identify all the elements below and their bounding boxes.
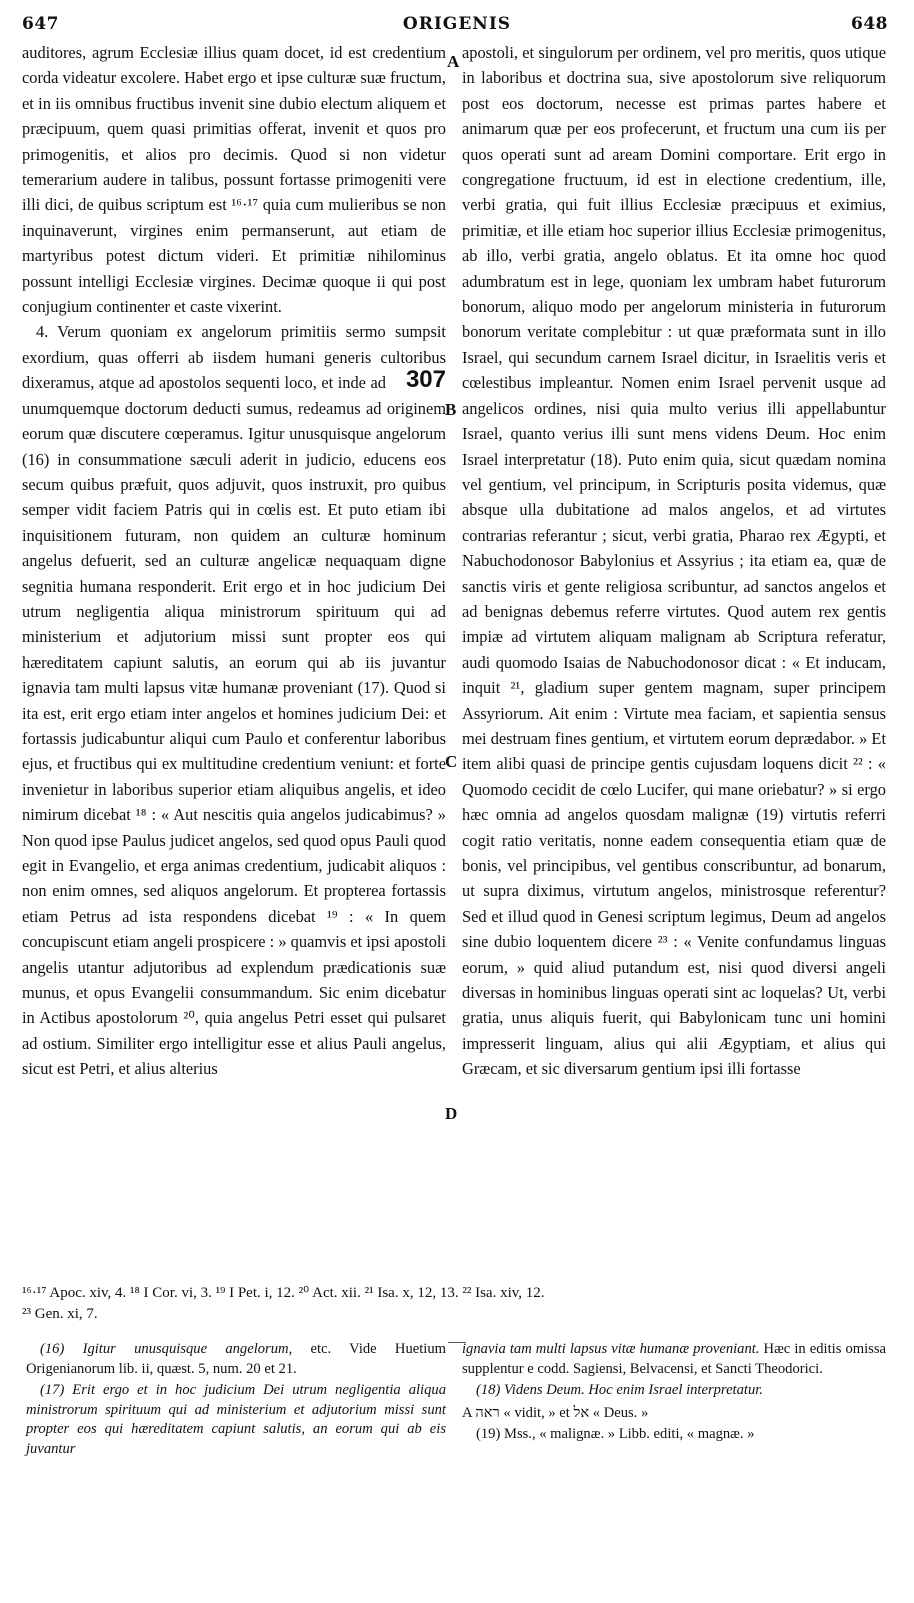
scripture-references [22, 1283, 892, 1325]
footnotes-left-column [26, 1340, 446, 1461]
hebrew-word-el: אל [573, 1403, 590, 1421]
page-header [0, 6, 914, 38]
running-title: ORIGENIS [402, 14, 512, 34]
left-paragraph-2-rest: atque ad apostolos sequenti loco, et inde ad unumquemque doctorum deducti sumus, redeamus ad originem eorum quæ discutere cœperamus. Igitur unusquisque angelorum (16) in consummatione sæculi aderit in judicio, educens eos secum quibus præfuit, quos adjuvit, quos instruxit, pro quibus semper vidit faciem Patris qui in cœlis est. Et puto etiam ibi inquisitionem futuram, non quidem an culturæ hominum angelus defuerit, sed an culturæ angelicæ nequaquam digne segnitia humana responderit. Erit ergo et in hoc judicium Dei utrum negligentia aliqua ministrorum spirituum qui ad ministerium et adjutorium missi sunt propter eos qui hæreditatem capiunt salutis, an eorum qui ab iis juvantur ignavia tam multi lapsus vitæ humanæ proveniant (17). Quod si ita est, erit ergo etiam inter angelos et homines judicium Dei: et fortassis judicabuntur aliqui cum Paulo et conferentur laboribus ejus, et fructibus qui ex multitudine credentium veniunt: et forte invenietur in laboribus superior etiam aliquibus angelis, et ideo nimirum dicebat ¹⁸ : « Aut nescitis quia angelos judicabimus? » Non quod ipse Paulus judicet angelos, sed quod opus Pauli quod egit in Evangelio, et erga animas credentium, judicabit aliquos : non enim omnes, sed aliquos angelorum. Et propterea fortassis etiam Petrus ad ista respondens dicebat ¹⁹ : « In quem concupiscunt etiam angeli prospicere : » quamvis et ipsi apostoli angelis utantur adjutoribus ad explendum prædicationis suæ munus, et opus Evangelii consummandum. Sic enim dicebatur in Actibus apostolorum ²⁰, quia angelus Petri esset qui pulsaret ad ostium. Similiter ergo intelligitur esse et alius Pauli angelus, sicut est Petri, et alius alterius [22, 373, 446, 1079]
footnote-17-lemma: (17) Erit ergo et in hoc judicium Dei utrum negligentia aliqua ministrorum spirituum qui ad ministerium et adjutorium missi sunt propter eos qui hæreditatem capiunt salutis, an eorum qui ab eis juvantur [26, 1382, 446, 1457]
footnote-17-continued [462, 1340, 886, 1379]
margin-marker-b: B [445, 400, 457, 419]
page-number-right: 648 [851, 14, 888, 34]
footnote-18 [462, 1381, 886, 1401]
footnote-18-etymology [462, 1403, 886, 1424]
footnote-18-middle: « vidit, » et [499, 1404, 574, 1421]
margin-marker-c: C [445, 752, 458, 771]
hebrew-word-raah: ראה [475, 1403, 500, 1421]
footnote-17 [26, 1381, 446, 1459]
left-paragraph-2-start: 4. Verum quoniam ex angelorum primitiis sermo sumpsit exordium, quas offerri ab iisdem humani generis cultoribus dixeramus, [22, 322, 446, 393]
right-text-column [462, 40, 886, 1082]
footnote-16-lemma: (16) Igitur unusquisque angelorum, [40, 1341, 293, 1357]
right-paragraph-1: apostoli, et singulorum per ordinem, vel pro meritis, quos utique in laboribus et doctrina sua, sive apostolorum sive reliquorum post eos doctorum, necesse est primas partes habere et animarum quæ per eos profecerunt, et fructum una cum iis per quos operati sunt ad aream Domini comportare. Erit ergo in congregatione fructuum, id est in electione credentium, ille, verbi gratia, qui fuit illius Ecclesiæ præcipuus et eximius, primitiæ, et ille etiam hoc superior illius Ecclesiæ primogenitus, ab illo, verbi gratia, angelo oblatus. Et ita omne hoc quod adumbratum est in lege, quoniam lex umbram habet futurorum bonorum, aliquo modo per angelorum ministeria in futurorum bonorum veritate complebitur : ut quæ præformata sunt in illo Israel, qui secundum carnem Israel dicitur, in Israelitis veris et cœlestibus impleantur. Nomen enim Israel pervenit usque ad angelicos ordines, nisi quia multo verius illi appellabuntur Israel, quanto verius illi sunt mens videns Deum. Hoc enim Israel interpretatur (18). Puto enim quia, sicut quædam nomina vel gentium, vel principum, in Scripturis posita videmus, quæ absque ulla dubitatione ad malos angelos, et ad virtutes contrarias referantur ; sicut, verbi gratia, Pharao rex Ægypti, et Nabuchodonosor Babylonius et Assyrius ; ita etiam ea, quæ de sanctis viris et gente religiosa scribuntur, ad sanctos angelos et ad benignas debemus referre virtutes. Quod autem rex gentis impiæ ad virtutem aliquam malignam ab Scriptura referatur, audi quomodo Isaias de Nabuchodonosor dicat : « Et inducam, inquit ²¹, gladium super gentem magnam, super principem Assyriorum. Ait enim : Virtute mea faciam, et sapientia sensus mei destruam fines gentium, et virtutem eorum deprædabor. » Et item alibi quasi de principe gentis cujusdam loquens dicit ²² : « Quomodo cecidit de cœlo Lucifer, qui mane oriebatur? » si ergo hæc omnia ad angelos quosdam malignæ (19) virtutis referri cogit ratio veritatis, nonne eadem consequentia etiam quæ de bonis, vel principibus, vel gentibus conscribuntur, ad bonarum, ut supra diximus, virtutum angelos, ministrosque referentur? Sed et illud quod in Genesi scriptum legimus, Deum ad angelos sine dubio loquentem dicere ²³ : « Venite confundamus linguas eorum, » quid aliud putandum est, nisi quod diversi angeli diversas in hominibus linguas operati sint ac loquelas? Ut, verbi gratia, unus aliquis fuerit, qui Babylonicam tunc uni homini impresserit linguam, alius qui alii Ægyptiam, et alius qui Græcam, et sic diversarum gentium ipsi illi fortasse [462, 43, 886, 1079]
footnote-18-lemma: (18) Videns Deum. Hoc enim Israel interpretatur. [476, 1382, 763, 1398]
footnotes-right-column [462, 1340, 886, 1447]
left-paragraph-2 [22, 319, 446, 1081]
footnote-18-end: « Deus. » [589, 1404, 649, 1421]
footnote-17-lemma-continued: ignavia tam multi lapsus vitæ humanæ proveniant. [462, 1341, 760, 1357]
page-number-left: 647 [22, 14, 59, 34]
footnote-18-prefix: A [462, 1404, 476, 1421]
page-marker: 307 [405, 366, 446, 394]
footnote-19: (19) Mss., « malignæ. » Libb. editi, « magnæ. » [476, 1426, 755, 1442]
references-line-1: ¹⁶·¹⁷ Apoc. xiv, 4. ¹⁸ I Cor. vi, 3. ¹⁹ I Pet. i, 12. ²⁰ Act. xii. ²¹ Isa. x, 12, 13. ²² Isa. xiv, 12. [22, 1285, 545, 1301]
references-line-2: ²³ Gen. xi, 7. [22, 1306, 98, 1322]
margin-marker-d: D [445, 1104, 458, 1123]
footnote-17-text: Hæc in editis omissa supplentur e codd. Sagiensi, Belvacensi, et Sancti Theodorici. [462, 1341, 886, 1377]
left-paragraph-1: auditores, agrum Ecclesiæ illius quam docet, id est credentium corda videatur excolere. Habet ergo et ipse culturæ suæ fructum, et in iis omnibus fructibus invenit sine dubio electum aliquem et præcipuum, quem quasi primitias offerat, invenit et quos pro primogenitis, et alios pro decimis. Quod si non videtur temerarium audere in talibus, possunt fortasse primogeniti vere illi dici, de quibus scriptum est ¹⁶·¹⁷ quia cum mulieribus se non inquinaverunt, virgines enim permanserunt, aut etiam de martyribus potest dictum videri. Et primitiæ nihilominus possunt intelligi Ecclesiæ virgines. Decimæ quoque ii qui post conjugium continenter et caste vixerint. [22, 43, 446, 317]
footnote-16-text: etc. Vide Huetium Origenianorum lib. ii, quæst. 5, num. 20 et 21. [26, 1341, 447, 1377]
margin-marker-a: A [447, 52, 460, 71]
left-text-column [22, 40, 446, 1082]
footnote-16 [26, 1340, 446, 1379]
